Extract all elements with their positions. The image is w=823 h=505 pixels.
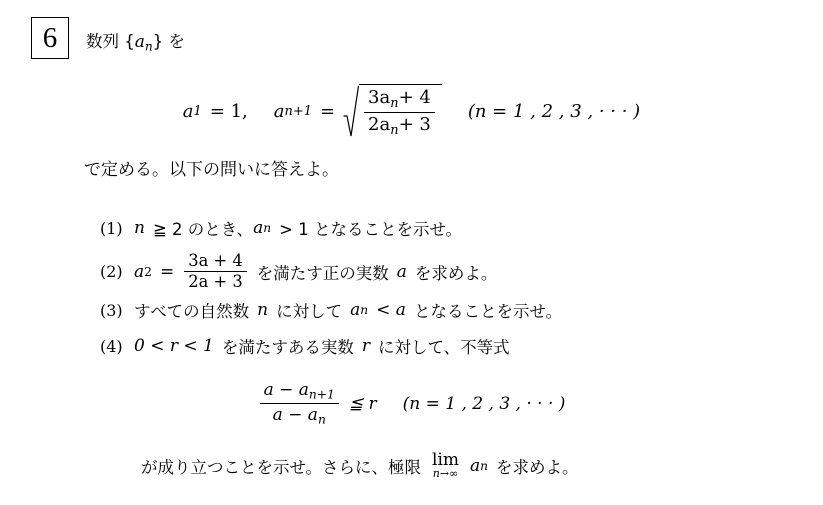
item-3-var: n (257, 300, 269, 320)
eq1-den-tail: + 3 (398, 114, 431, 136)
eq2-den-sub: n (317, 413, 326, 428)
display-equation-1 (0, 84, 823, 140)
eq2-relation: ≦ r (348, 393, 377, 414)
item-3-text-c: に対して (276, 302, 343, 321)
eq1-num-sub: n (390, 95, 399, 111)
list-item-2 (100, 252, 497, 292)
item-3-an: a (350, 300, 361, 320)
item-2-fraction-denominator: 2a + 3 (188, 272, 243, 292)
item-1-text-d: > 1 となることを示せ。 (279, 220, 462, 239)
item-4-tag: (4) (100, 336, 123, 356)
item-1-text-b: ≧ 2 のとき、 (152, 220, 254, 239)
eq1-an1-subscript: n+1 (284, 104, 312, 120)
item-2-fraction-numerator: 3a + 4 (184, 252, 247, 272)
problem-number-box (31, 17, 69, 59)
item-3-rel: < a (376, 300, 406, 320)
item-3-an-sub: n (360, 303, 369, 317)
list-item-4 (100, 334, 510, 358)
eq2-num-lead: a − a (263, 380, 309, 400)
list-item-3 (100, 298, 562, 322)
limit-subscript: n→∞ (432, 467, 459, 480)
item-3-tag: (3) (100, 300, 123, 320)
radical-sign-icon (343, 84, 359, 140)
item-2-unknown: a (396, 261, 407, 282)
item-2-text-e: を求めよ。 (414, 263, 498, 283)
eq1-den-lead: 2a (368, 114, 391, 136)
item-1-var: n (134, 218, 145, 238)
eq1-fraction (364, 87, 435, 139)
item-3-text-f: となることを示せ。 (413, 302, 562, 321)
item-2-text-c: を満たす正の実数 (256, 263, 389, 283)
eq1-fraction-denominator (364, 113, 435, 138)
item-2-exponent: 2 (144, 264, 152, 279)
eq2-den-lead: a − a (272, 405, 318, 426)
list-item-1 (100, 216, 462, 240)
item-2-fraction (184, 252, 247, 292)
item-3-text-a: すべての自然数 (134, 302, 250, 321)
limit-operator (432, 452, 459, 479)
item-1-an: a (253, 218, 264, 238)
eq2-range: (n = 1 , 2 , 3 , · · · ) (402, 393, 566, 414)
closing-text-a: が成り立つことを示せ。さらに、極限 (141, 457, 422, 477)
eq2-fraction (260, 380, 339, 428)
closing-text-c: を求めよ。 (496, 457, 579, 477)
item-2-equals: = (159, 261, 175, 282)
eq1-an1: a (273, 101, 285, 123)
item-4-text-b: を満たすある実数 (221, 338, 354, 357)
lead-line (86, 28, 185, 54)
eq2-fraction-numerator (260, 380, 339, 404)
display-equation-2 (0, 380, 823, 428)
eq1-num-tail: + 4 (398, 87, 431, 108)
square-root (343, 84, 442, 140)
problem-number: 6 (42, 21, 58, 54)
limit-label: lim (432, 450, 460, 470)
eq1-range: (n = 1 , 2 , 3 , · · · ) (467, 101, 641, 123)
closing-an: a (470, 455, 481, 476)
eq2-num-sub: n+1 (308, 387, 335, 402)
item-4-inequality: 0 < r < 1 (134, 336, 214, 356)
eq1-a1: a (182, 101, 194, 123)
item-1-an-sub: n (263, 221, 272, 235)
eq1-a1-subscript: 1 (193, 104, 202, 120)
item-4-text-d: に対して、不等式 (378, 338, 510, 357)
eq1-fraction-numerator (364, 87, 435, 113)
eq1-a1-value: = 1, (209, 101, 248, 123)
eq1-num-lead: 3a (368, 87, 391, 108)
eq2-fraction-denominator (269, 404, 330, 427)
lead-sequence-symbol: a (134, 32, 145, 52)
lead-prefix: 数列 { (86, 32, 135, 51)
eq1-equals: = (319, 101, 336, 123)
lead-suffix: } を (152, 32, 186, 51)
define-line: で定める。以下の問いに答えよ。 (84, 160, 339, 180)
item-2-var: a (134, 261, 145, 282)
item-1-tag: (1) (100, 218, 123, 238)
closing-line (141, 452, 579, 479)
item-2-tag: (2) (100, 262, 123, 282)
lead-sequence-subscript: n (144, 39, 153, 54)
closing-an-sub: n (480, 458, 489, 473)
item-4-var: r (361, 336, 371, 356)
eq1-den-sub: n (390, 123, 399, 139)
